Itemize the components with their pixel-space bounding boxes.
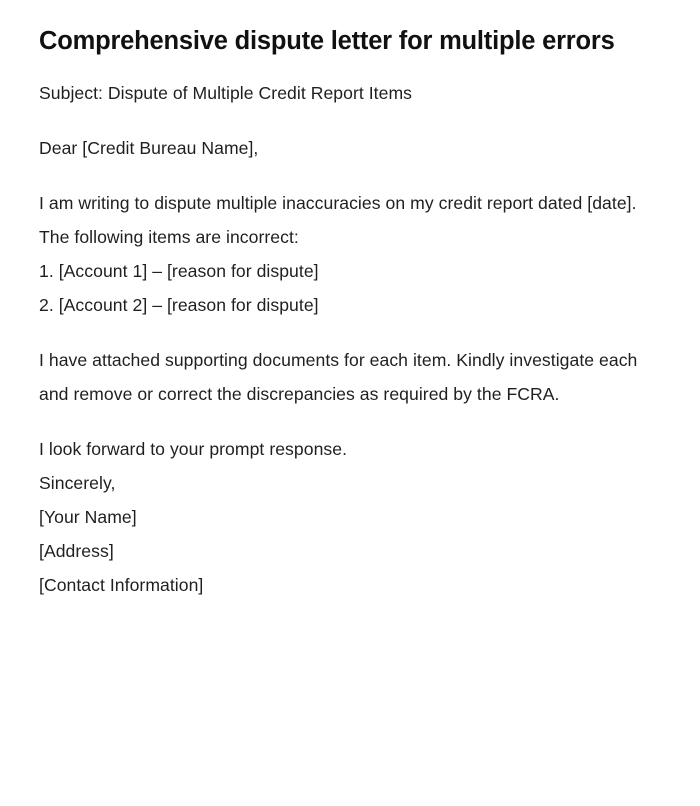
disputed-item: 1. [Account 1] – [reason for dispute] [39, 261, 319, 281]
disputed-item: 2. [Account 2] – [reason for dispute] [39, 295, 319, 315]
opening-paragraph: I am writing to dispute multiple inaccuracies on my credit report dated [date]. The following items are incorrect: [39, 193, 637, 247]
attachments-paragraph: I have attached supporting documents for each item. Kindly investigate each and remove or correct the discrepancies as required by the FCRA. [39, 350, 638, 404]
valediction: Sincerely, [39, 473, 116, 493]
signature-address: [Address] [39, 541, 114, 561]
letter-body [39, 76, 660, 602]
signature-contact: [Contact Information] [39, 575, 204, 595]
subject-line: Subject: Dispute of Multiple Credit Report Items [39, 83, 413, 103]
page-title: Comprehensive dispute letter for multiple errors [39, 27, 615, 55]
signature-name: [Your Name] [39, 507, 137, 527]
closing-paragraph: I look forward to your prompt response. [39, 439, 348, 459]
salutation: Dear [Credit Bureau Name], [39, 138, 259, 158]
